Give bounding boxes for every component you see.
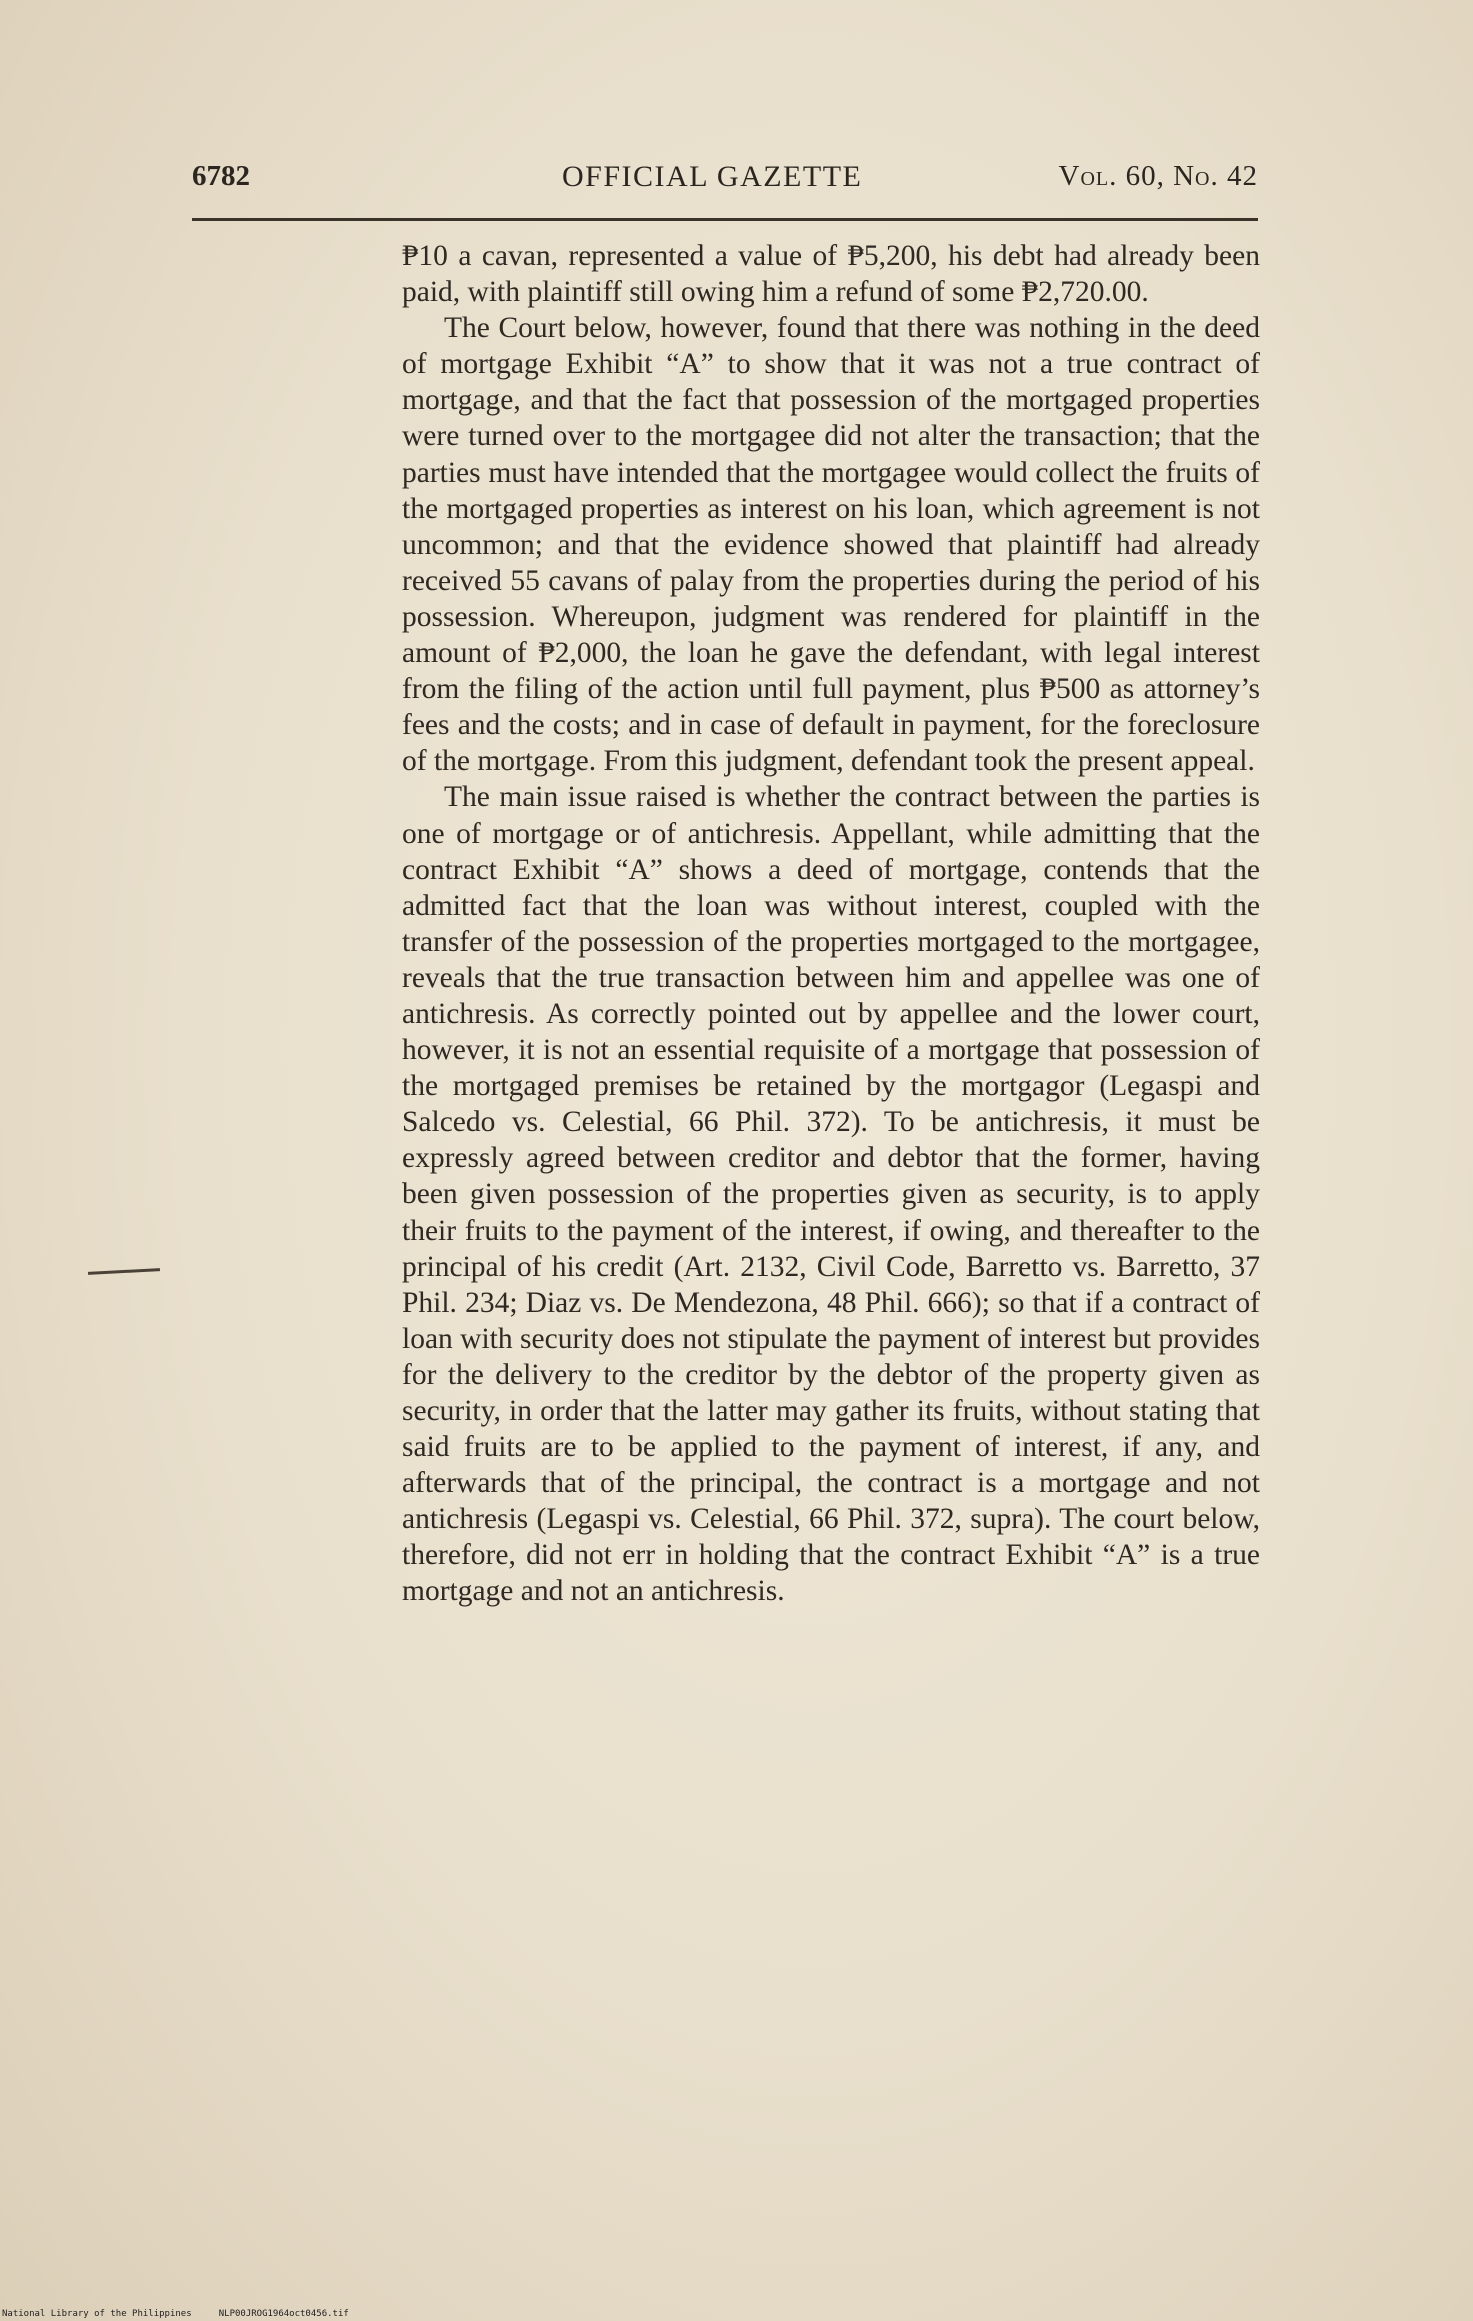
paragraph-main-issue: The main issue raised is whether the contract between the parties is one of mortgage or of antichresis. Appellant, while admitting that the contract Exhibit “A” shows a deed of mortgage, contends that the admitted fact that the loan was without interest, coupled with the transfer of the possession of the properties mortgaged to the mortgagee, reveals that the true transaction between him and appellee was one of antichresis. As correctly pointed out by appellee and the lower court, however, it is not an essential requisite of a mortgage that possession of the mortgaged premises be retained by the mortgagor (Legaspi and Salcedo vs. Celestial, 66 Phil. 372). To be antichresis, it must be expressly agreed between creditor and debtor that the former, having been given possession of the properties given as security, is to apply their fruits to the payment of the interest, if owing, and thereafter to the principal of his credit (Art. 2132, Civil Code, Barretto vs. Barretto, 37 Phil. 234; Diaz vs. De Mendezona, 48 Phil. 666); so that if a contract of loan with security does not stipulate the payment of interest but provides for the delivery to the creditor by the debtor of the property given as security, in order that the latter may gather its fruits, without stating that said fruits are to be applied to the payment of interest, if any, and afterwards that of the principal, the contract is a mortgage and not antichresis (Legaspi vs. Celestial, 66 Phil. 372, supra). The court below, therefore, did not err in holding that the contract Exhibit “A” is a true mortgage and not an antichresis.	[402, 781, 1260, 1608]
scan-footer: National Library of the Philippines NLP00JROG1964oct0456.tif	[2, 2309, 349, 2319]
publication-title: OFFICIAL GAZETTE	[562, 160, 863, 193]
paragraph-continuation: ₱10 a cavan, represented a value of ₱5,200, his debt had already been paid, with plaintiff still owing him a refund of some ₱2,720.00.	[402, 240, 1260, 309]
margin-pencil-mark	[88, 1268, 160, 1275]
body-text	[402, 238, 1260, 1610]
header-rule	[192, 218, 1258, 221]
volume-number: Vol. 60, No. 42	[1058, 160, 1258, 192]
page-number: 6782	[192, 160, 250, 192]
paragraph-court-finding: The Court below, however, found that there was nothing in the deed of mortgage Exhibit “A” to show that it was not a true contract of mortgage, and that the fact that possession of the mortgaged properties were turned over to the mortgagee did not alter the transaction; that the parties must have intended that the mortgagee would collect the fruits of the mortgaged properties as interest on his loan, which agreement is not uncommon; and that the evidence showed that plaintiff had already received 55 cavans of palay from the properties during the period of his possession. Whereupon, judgment was rendered for plaintiff in the amount of ₱2,000, the loan he gave the defendant, with legal interest from the filing of the action until full payment, plus ₱500 as attorney’s fees and the costs; and in case of default in payment, for the foreclosure of the mortgage. From this judgment, defendant took the present appeal.	[402, 312, 1260, 778]
page-header	[192, 160, 1258, 210]
